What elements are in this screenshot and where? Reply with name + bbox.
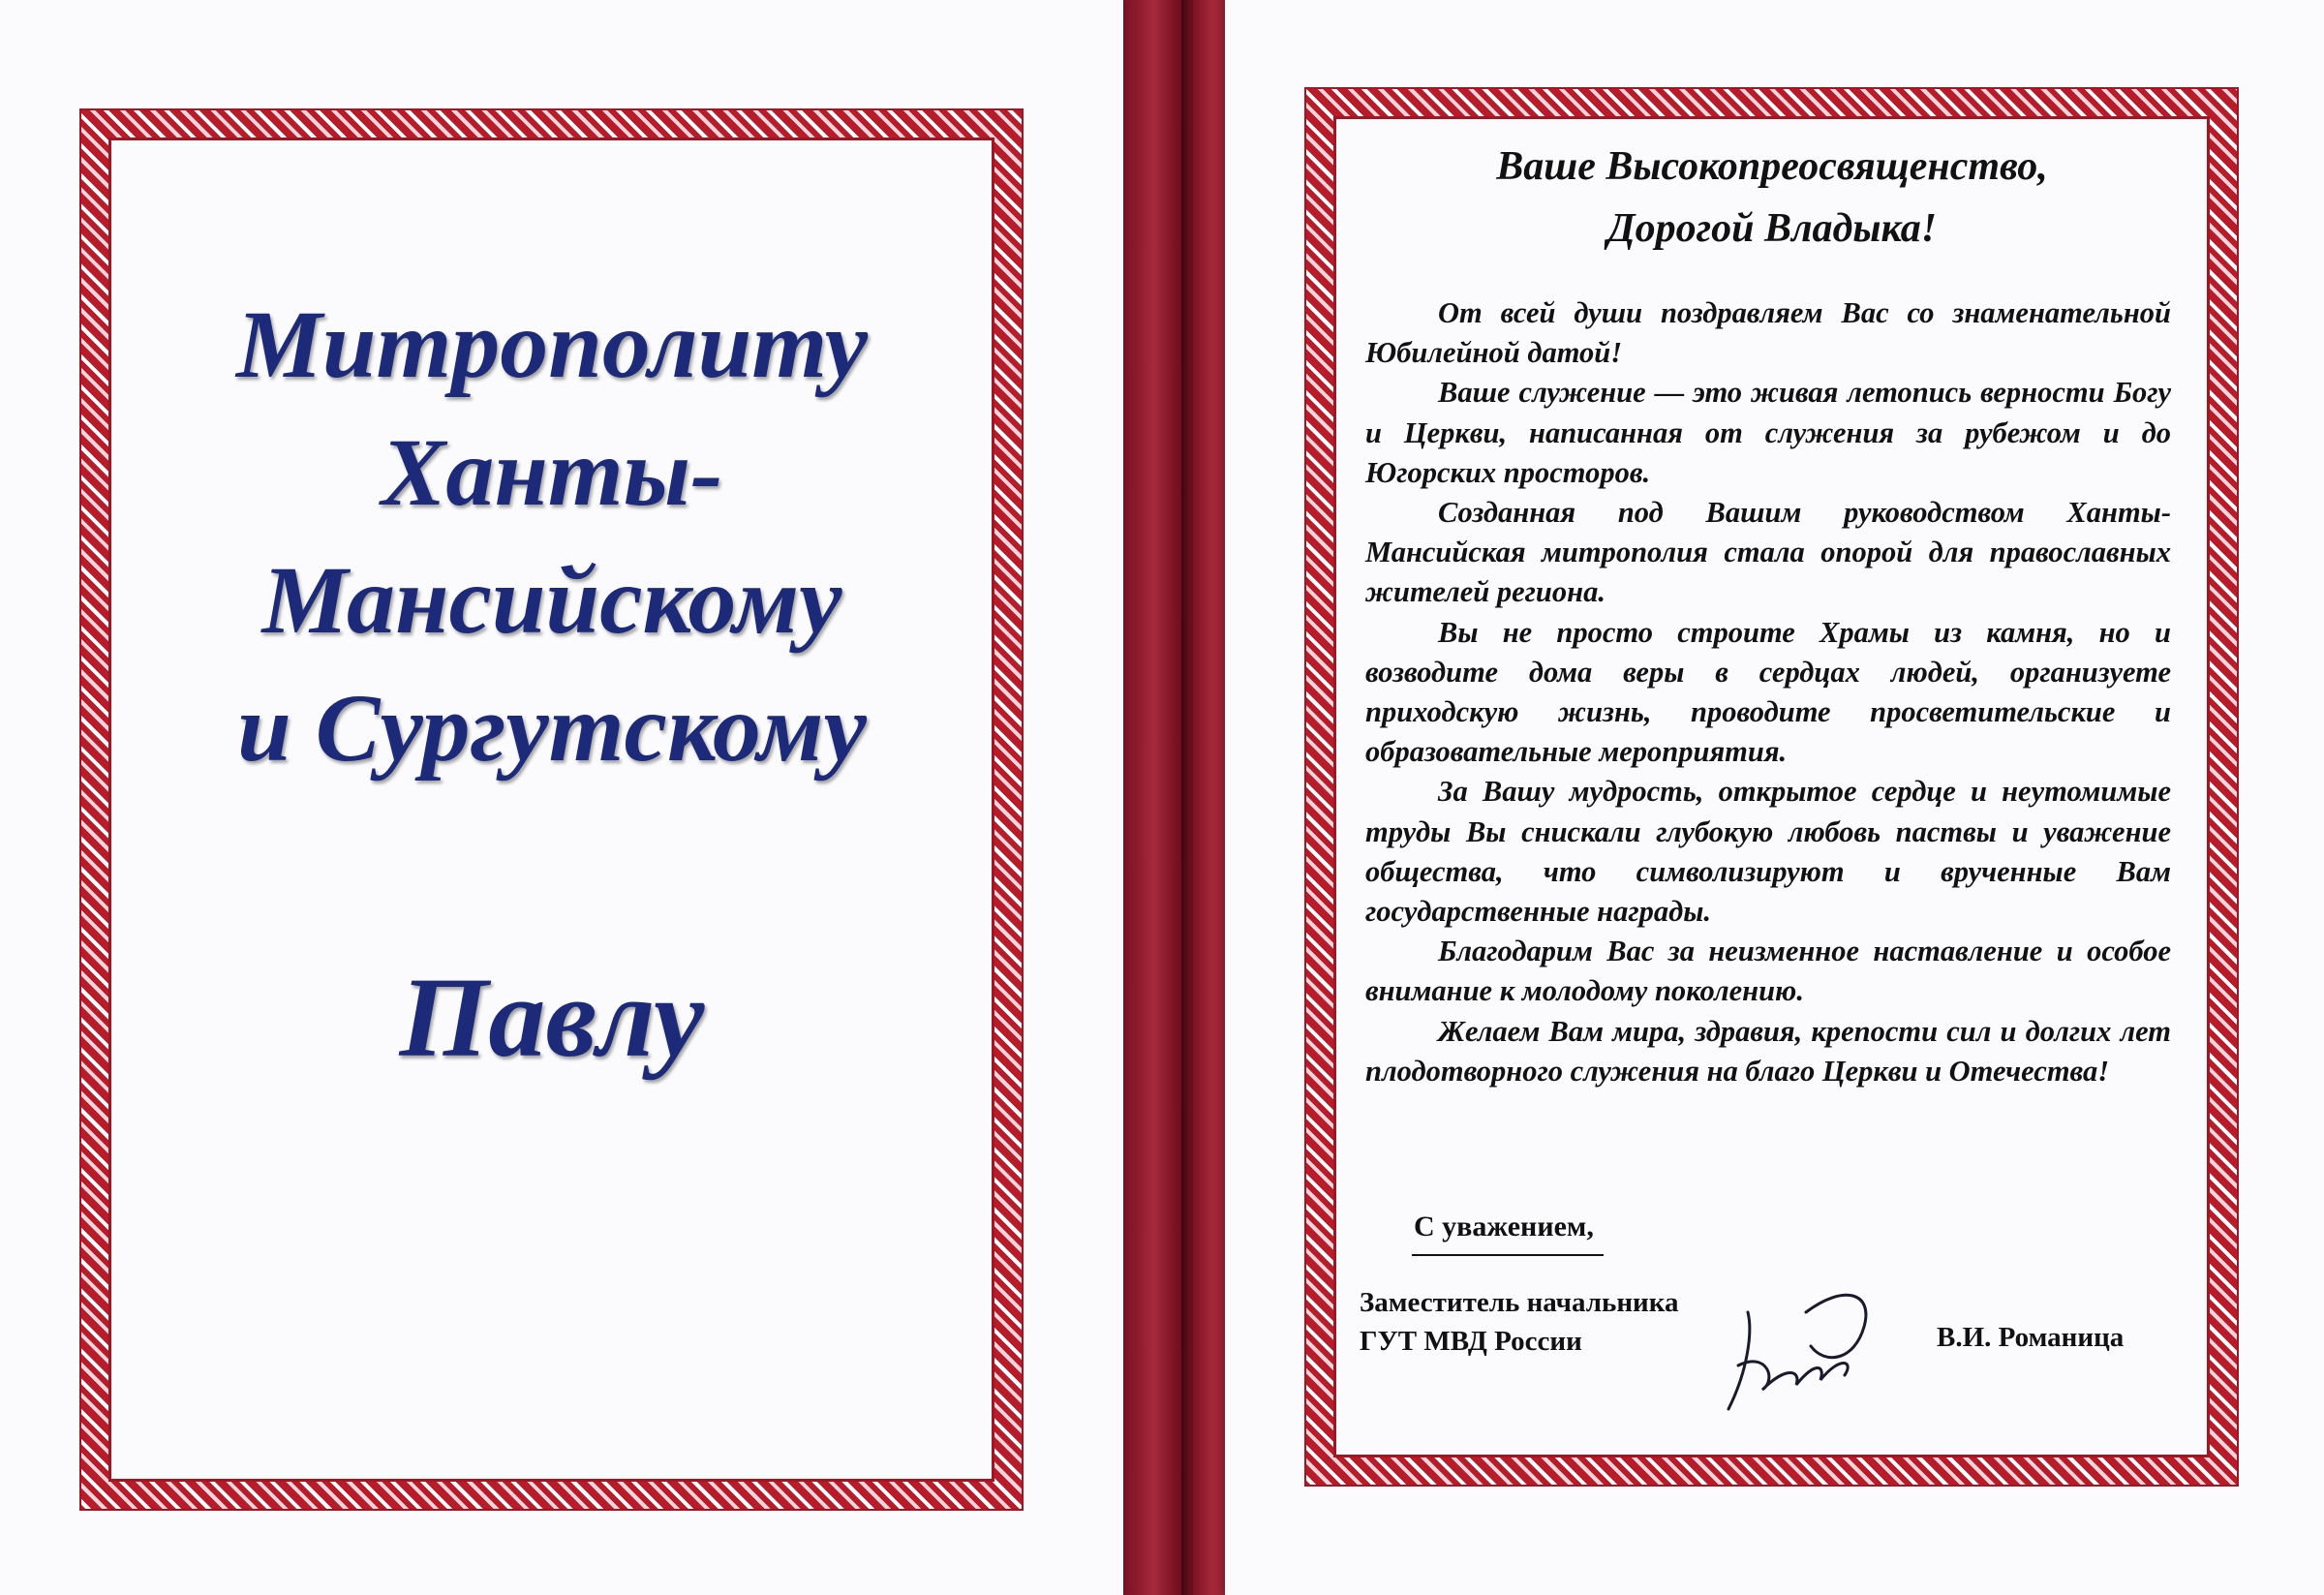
recipient-title-line: и Сургутскому: [237, 674, 867, 782]
letter-paragraph: От всей души поздравляем Вас со знаменательной Юбилейной датой!: [1365, 296, 2171, 370]
letter-paragraph: Ваше служение — это живая летопись верности Богу и Церкви, написанная от служения за рубежом и до Югорских просторов.: [1365, 376, 2171, 489]
greeting-line: Дорогой Владыка!: [1606, 206, 1938, 251]
signer-position-line: Заместитель начальника: [1360, 1287, 1679, 1318]
letter-paragraph: Созданная под Вашим руководством Ханты-Мансийская митрополия стала опорой для православных жителей региона.: [1365, 496, 2171, 609]
signer-position: [1360, 1283, 1679, 1361]
closing-underline: [1412, 1254, 1604, 1256]
recipient-title: [107, 281, 997, 792]
greeting-line: Ваше Высокопреосвященство,: [1496, 144, 2048, 189]
recipient-name: [107, 954, 997, 1082]
signer-name: В.И. Романица: [1937, 1322, 2125, 1353]
recipient-title-line: Митрополиту: [235, 291, 869, 398]
recipient-title-line: Мансийскому: [261, 546, 842, 654]
signer-position-line: ГУТ МВД России: [1360, 1326, 1582, 1357]
recipient-name-text: Павлу: [399, 954, 705, 1081]
handwritten-signature: [1709, 1273, 1883, 1428]
letter-paragraph: Благодарим Вас за неизменное наставление и особое внимание к молодому поколению.: [1365, 935, 2171, 1008]
recipient-title-line: Ханты-: [381, 418, 723, 526]
letter-greeting: [1346, 136, 2198, 260]
closing-regards: С уважением,: [1414, 1211, 1594, 1242]
letter-paragraph: За Вашу мудрость, открытое сердце и неутомимые труды Вы снискали глубокую любовь паствы и уважение общества, что символизируют и врученные Вам государственные награды.: [1365, 775, 2171, 929]
letter-paragraph: Вы не просто строите Храмы из камня, но и возводите дома веры в сердцах людей, организуете приходскую жизнь, проводите просветительские и образовательные мероприятия.: [1365, 615, 2171, 769]
letter-body: [1365, 293, 2171, 1091]
letter-paragraph: Желаем Вам мира, здравия, крепости сил и долгих лет плодотворного служения на благо Церкви и Отечества!: [1365, 1014, 2171, 1088]
